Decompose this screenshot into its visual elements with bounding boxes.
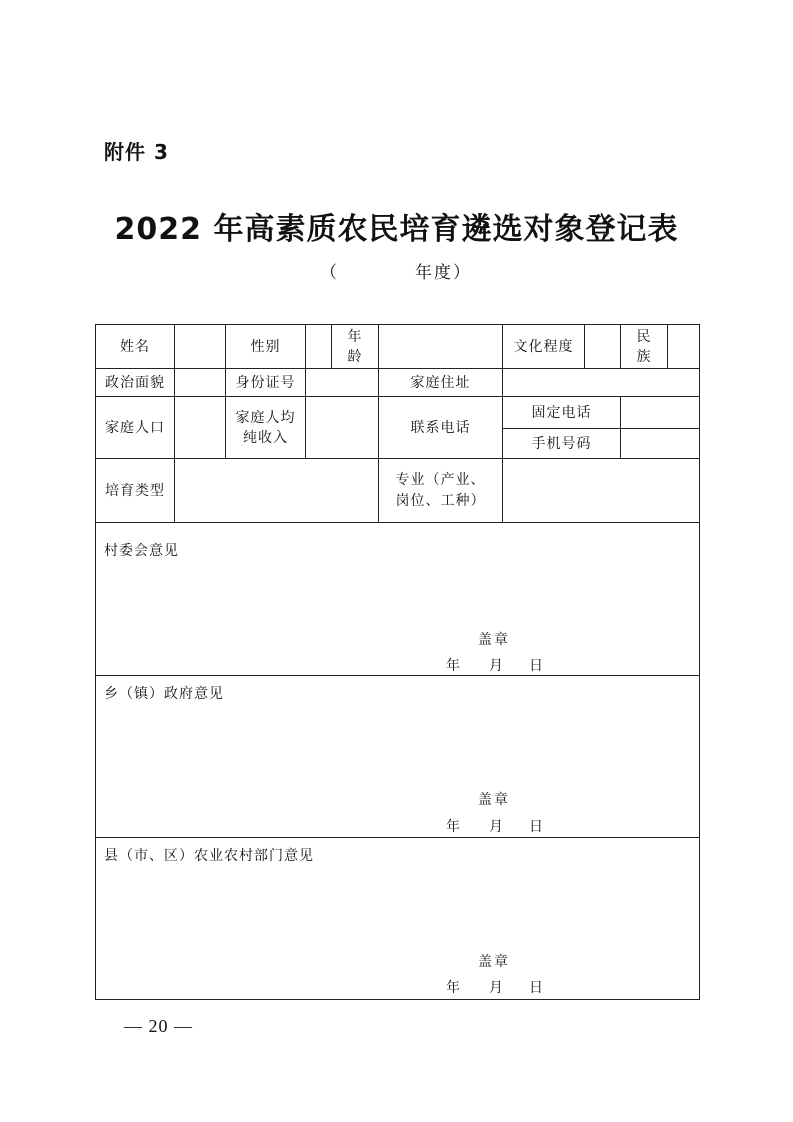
training-type-value[interactable]	[175, 459, 379, 523]
household-value[interactable]	[175, 397, 226, 459]
year-label: 年度）	[415, 263, 472, 283]
income-label: 家庭人均纯收入	[226, 397, 306, 459]
ethnicity-value[interactable]	[668, 325, 700, 369]
name-value[interactable]	[175, 325, 226, 369]
form-title: 2022 年高素质农民培育遴选对象登记表	[114, 212, 679, 247]
mobile-value[interactable]	[621, 429, 700, 459]
village-date-month: 月	[489, 658, 504, 674]
village-seal-label: 盖章	[478, 632, 510, 648]
village-opinion-title: 村委会意见	[104, 543, 179, 559]
gender-value[interactable]	[306, 325, 332, 369]
household-label: 家庭人口	[96, 397, 175, 459]
village-date-day: 日	[529, 658, 544, 674]
year-open-paren: （	[320, 263, 337, 283]
education-label: 文化程度	[503, 325, 585, 369]
village-opinion-cell[interactable]	[96, 523, 700, 676]
contact-label: 联系电话	[379, 397, 503, 459]
major-value[interactable]	[503, 459, 700, 523]
ethnicity-label: 民族	[621, 325, 668, 369]
county-date-month: 月	[489, 980, 504, 996]
id-number-value[interactable]	[306, 369, 379, 397]
county-date-day: 日	[529, 980, 544, 996]
education-value[interactable]	[585, 325, 621, 369]
town-date-year: 年	[446, 819, 461, 835]
county-opinion-title: 县（市、区）农业农村部门意见	[104, 848, 314, 864]
age-value[interactable]	[379, 325, 503, 369]
gender-label: 性别	[226, 325, 306, 369]
political-label: 政治面貌	[96, 369, 175, 397]
county-opinion-cell[interactable]	[96, 838, 700, 1000]
town-date-month: 月	[489, 819, 504, 835]
name-label: 姓名	[96, 325, 175, 369]
town-opinion-cell[interactable]	[96, 676, 700, 838]
town-seal-label: 盖章	[478, 792, 510, 808]
town-date-day: 日	[529, 819, 544, 835]
county-seal-label: 盖章	[478, 954, 510, 970]
landline-label: 固定电话	[503, 397, 621, 429]
village-date-year: 年	[446, 658, 461, 674]
political-value[interactable]	[175, 369, 226, 397]
mobile-label: 手机号码	[503, 429, 621, 459]
page-number: — 20 —	[124, 1016, 193, 1036]
major-label: 专业（产业、岗位、工种）	[379, 459, 503, 523]
id-number-label: 身份证号	[226, 369, 306, 397]
address-label: 家庭住址	[379, 369, 503, 397]
address-value[interactable]	[503, 369, 700, 397]
county-date-year: 年	[446, 980, 461, 996]
attachment-label: 附件 3	[104, 140, 169, 164]
landline-value[interactable]	[621, 397, 700, 429]
income-value[interactable]	[306, 397, 379, 459]
registration-table	[95, 324, 700, 1000]
town-opinion-title: 乡（镇）政府意见	[104, 686, 224, 702]
training-type-label: 培育类型	[96, 459, 175, 523]
age-label: 年龄	[332, 325, 379, 369]
